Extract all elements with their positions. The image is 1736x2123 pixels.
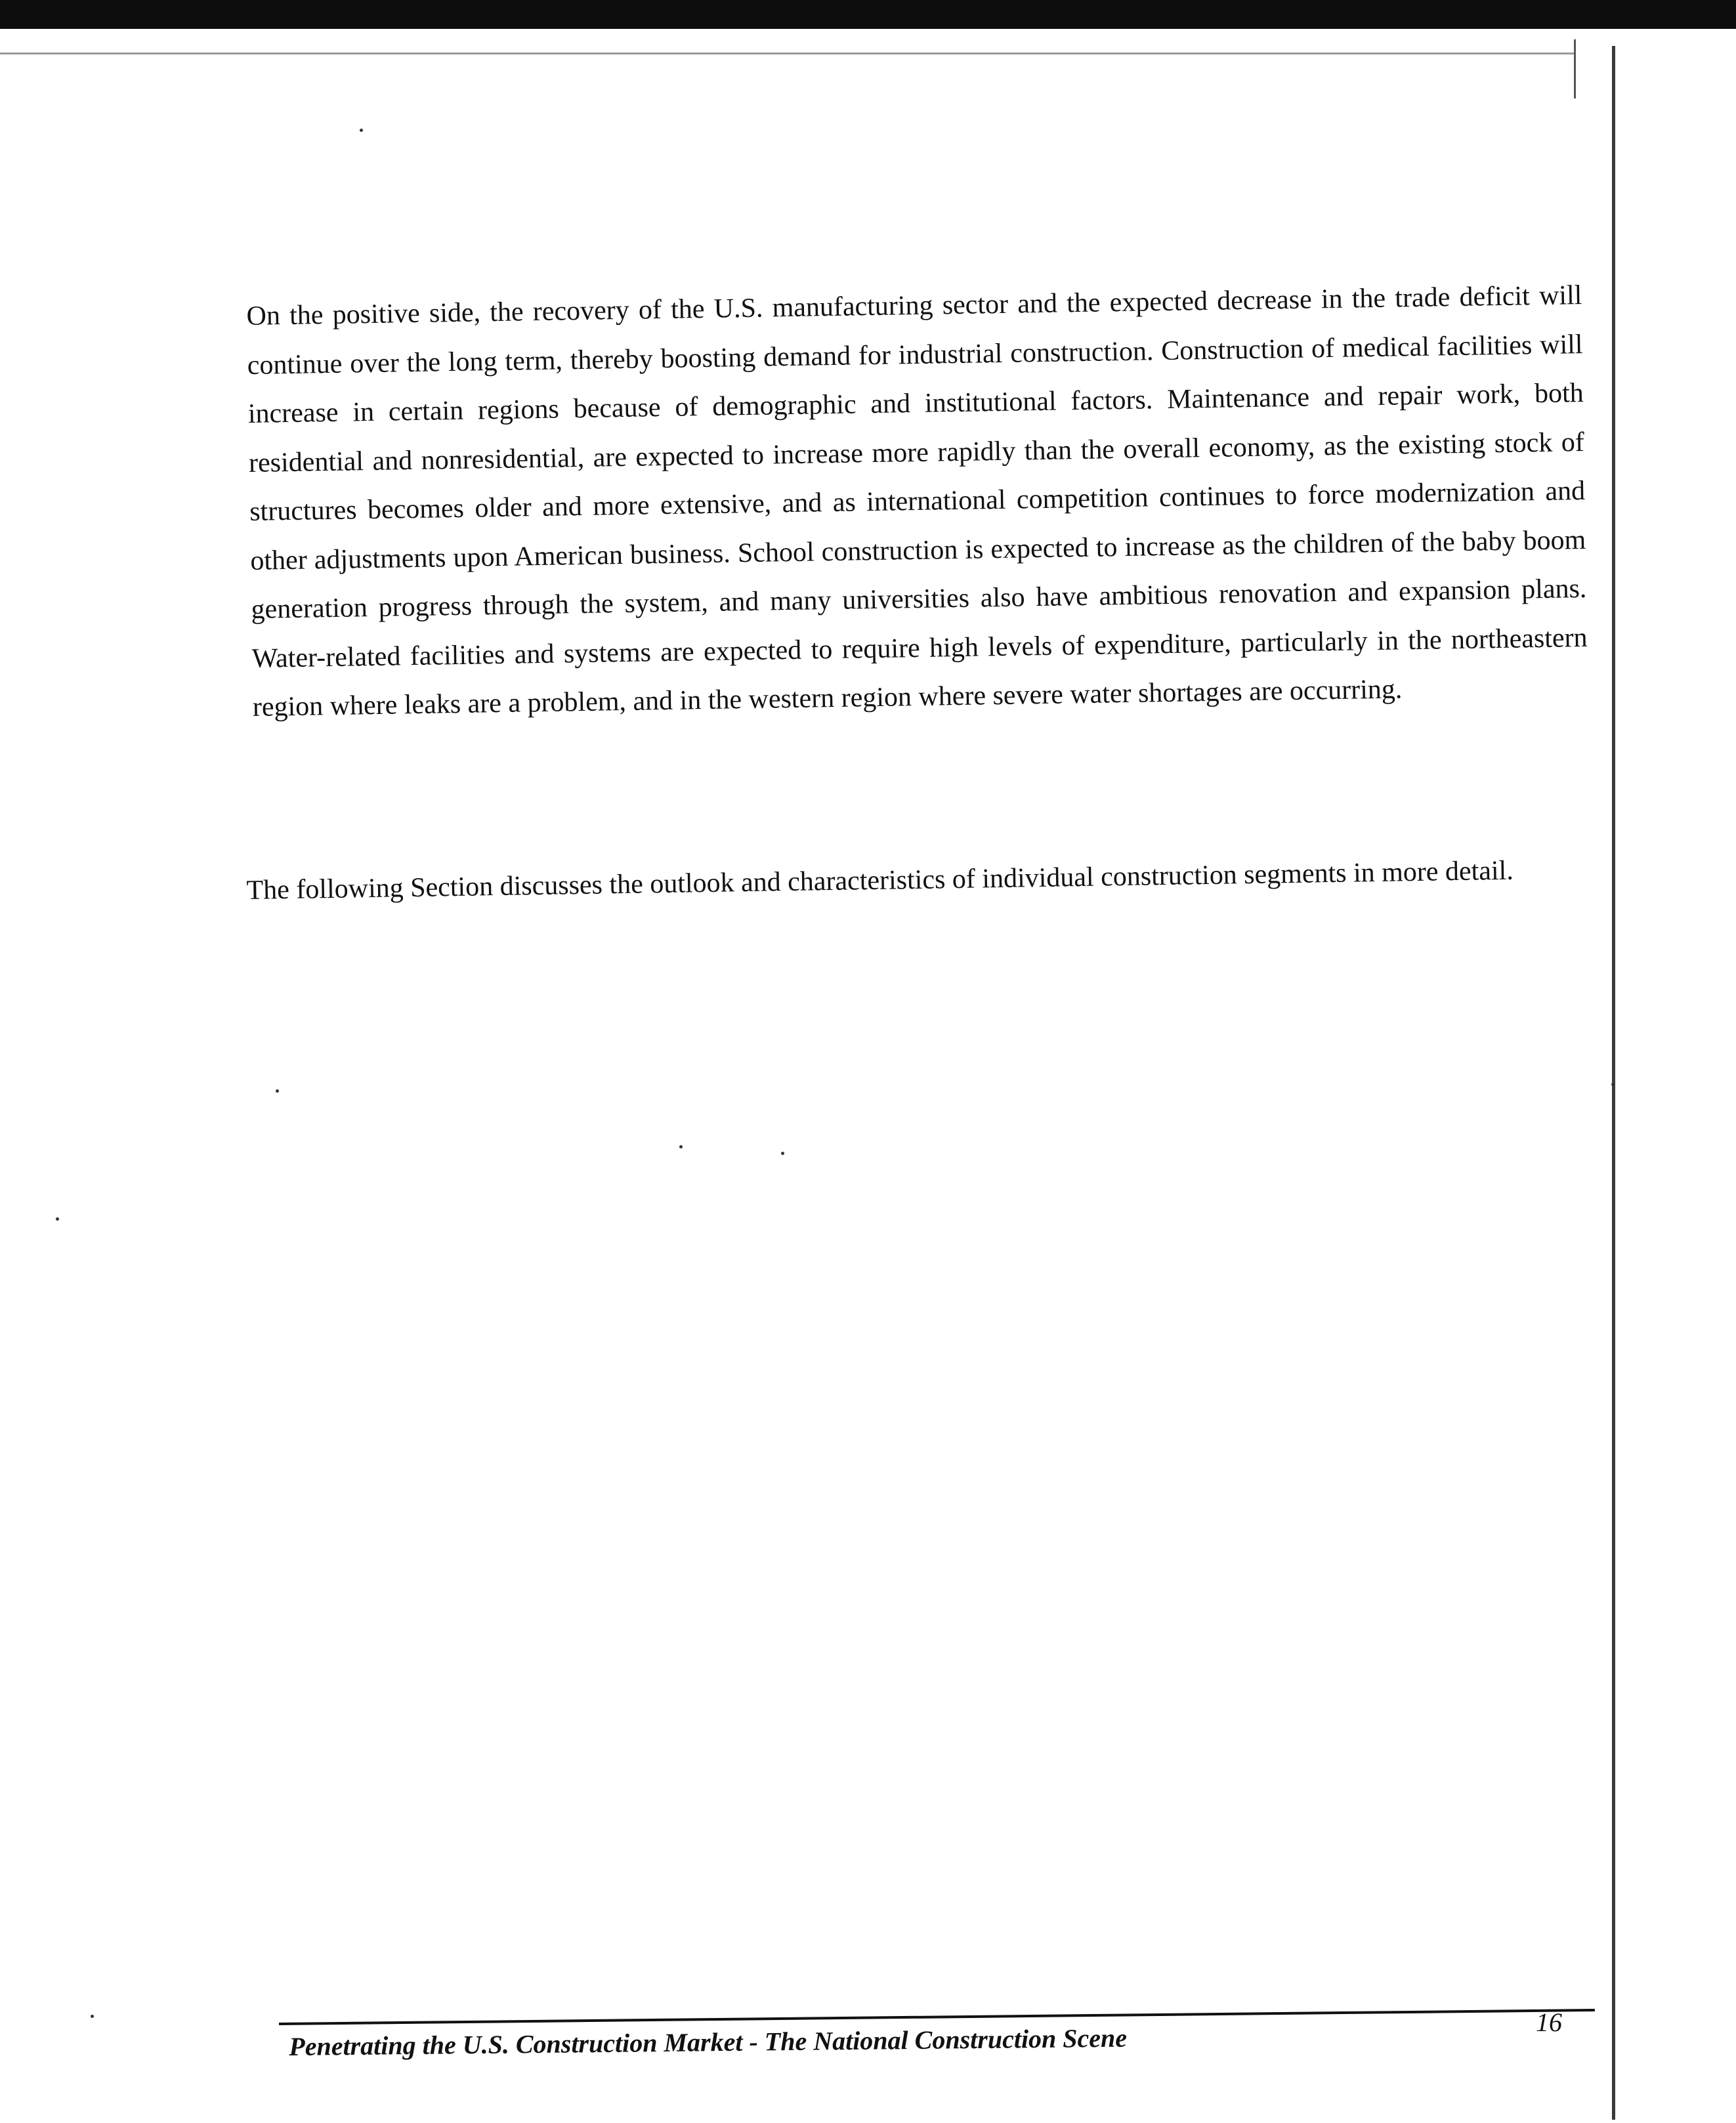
scan-speck <box>360 129 363 132</box>
scan-speck <box>679 1145 683 1148</box>
body-paragraph: The following Section discusses the outlook and characteristics of individual construction segments in more detail. <box>246 855 1514 906</box>
scan-speck <box>1611 1083 1615 1086</box>
scan-speck <box>56 1217 59 1221</box>
scan-right-edge-mark <box>1574 39 1576 98</box>
scan-speck <box>276 1089 279 1093</box>
body-paragraph: On the positive side, the recovery of the U.S. manufacturing sector and the expected decrease in the trade deficit will continue over the long term, thereby boosting demand for industrial construction. Construction of medical facilities will increase in certain regions because of demographic and institutional factors. Maintenance and repair work, both residential and nonresidential, are expected to increase more rapidly than the overall economy, as the existing stock of structures becomes older and more extensive, and as international competition continues to force modernization and other adjustments upon American business. School construction is expected to increase as the children of the baby boom generation progress through the system, and many universities also have ambitious renovation and expansion plans. Water-related facilities and systems are expected to require high levels of expenditure, particularly in the northeastern region where leaks are a problem, and in the western region where severe water shortages are occurring. <box>246 280 1588 723</box>
scan-top-border <box>0 0 1736 29</box>
page-number: 16 <box>1536 2007 1562 2037</box>
scan-speck <box>781 1152 784 1155</box>
footer-rule <box>279 2009 1595 2025</box>
scan-speck <box>91 2015 94 2018</box>
footer-title: Penetrating the U.S. Construction Market - The National Construction Scene <box>289 2023 1128 2061</box>
scan-top-line <box>0 53 1575 54</box>
